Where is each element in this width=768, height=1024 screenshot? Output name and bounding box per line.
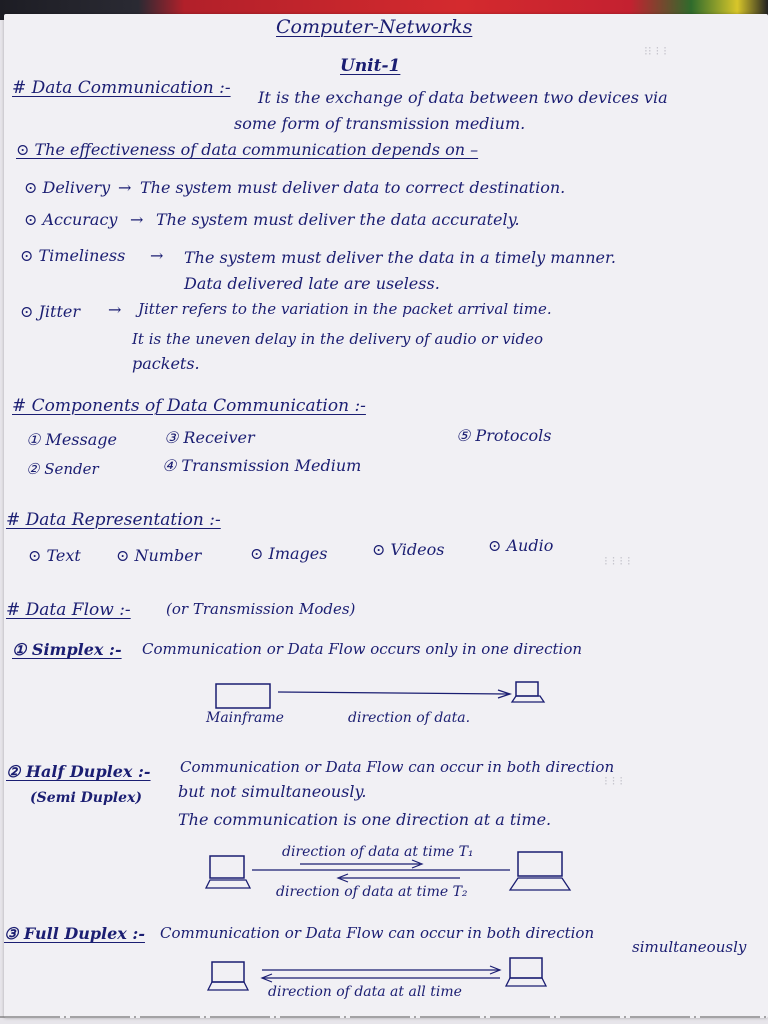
jitter-text-3: packets. [132, 354, 200, 373]
half-duplex-left-keyboard-icon [206, 880, 250, 888]
accuracy-text: The system must deliver the data accurately. [156, 210, 520, 229]
representation-number: ⊙ Number [116, 546, 202, 565]
half-duplex-desc3: The communication is one direction at a time. [178, 810, 552, 829]
full-duplex-left-monitor-icon [212, 962, 244, 982]
effectiveness-heading: ⊙ The effectiveness of data communication depends on – [16, 140, 479, 159]
page-bottom-rule [0, 1012, 768, 1022]
jitter-term: ⊙ Jitter [20, 302, 80, 321]
simplex-monitor-icon [516, 682, 538, 696]
accuracy-arrow: → [130, 210, 144, 229]
representation-videos: ⊙ Videos [372, 540, 445, 559]
jitter-text-2: It is the uneven delay in the delivery of audio or video [132, 330, 544, 348]
mainframe-label: Mainframe [206, 710, 284, 726]
data-communication-definition-line1: It is the exchange of data between two devices via [258, 88, 668, 107]
half-duplex-sub: (Semi Duplex) [30, 790, 142, 806]
jitter-arrow: → [108, 300, 122, 319]
data-flow-subheading: (or Transmission Modes) [166, 600, 356, 618]
delivery-term: ⊙ Delivery [24, 178, 111, 197]
accuracy-term: ⊙ Accuracy [24, 210, 118, 229]
simplex-direction-label: direction of data. [348, 710, 471, 726]
delivery-arrow: → [118, 178, 132, 197]
timeliness-text: The system must deliver the data in a timely manner. [184, 248, 616, 267]
simplex-line [278, 692, 508, 694]
data-flow-heading: # Data Flow :- [6, 600, 131, 620]
component-sender: ② Sender [26, 460, 99, 478]
data-communication-definition-line2: some form of transmission medium. [234, 114, 526, 133]
half-duplex-direction-t1: direction of data at time T₁ [282, 844, 474, 860]
component-protocols: ⑤ Protocols [456, 426, 552, 445]
data-communication-heading: # Data Communication :- [12, 78, 231, 98]
component-receiver: ③ Receiver [164, 428, 255, 447]
full-duplex-desc2: simultaneously [632, 938, 747, 956]
delivery-text: The system must deliver data to correct destination. [140, 178, 566, 197]
full-duplex-direction: direction of data at all time [268, 984, 462, 1000]
representation-heading: # Data Representation :- [6, 510, 221, 530]
simplex-description: Communication or Data Flow occurs only in one direction [142, 640, 583, 658]
half-duplex-right-monitor-icon [518, 852, 562, 876]
representation-images: ⊙ Images [250, 544, 328, 563]
simplex-keyboard-icon [512, 696, 544, 702]
timeliness-arrow: → [150, 246, 164, 265]
components-heading: # Components of Data Communication :- [12, 396, 366, 416]
half-duplex-direction-t2: direction of data at time T₂ [276, 884, 468, 900]
full-duplex-right-monitor-icon [510, 958, 542, 978]
representation-audio: ⊙ Audio [488, 536, 554, 555]
full-duplex-right-keyboard-icon [506, 978, 546, 986]
half-duplex-left-monitor-icon [210, 856, 244, 878]
unit-label: Unit-1 [340, 56, 401, 76]
half-duplex-desc2: but not simultaneously. [178, 782, 367, 801]
representation-text: ⊙ Text [28, 546, 81, 565]
timeliness-text-2: Data delivered late are useless. [184, 274, 440, 293]
half-duplex-right-keyboard-icon [510, 878, 570, 890]
page-title: Computer-Networks [276, 16, 473, 38]
jitter-text: Jitter refers to the variation in the packet arrival time. [138, 300, 552, 318]
component-message: ① Message [26, 430, 117, 449]
simplex-label: ① Simplex :- [12, 640, 122, 659]
timeliness-term: ⊙ Timeliness [20, 246, 126, 265]
mainframe-box [216, 684, 270, 708]
notebook-page: ⁝⁝ ⁝ ⁝ ⁝ ⁝ ⁝ ⁝ ⁝ ⁝ ⁝ [4, 14, 768, 1018]
full-duplex-label: ③ Full Duplex :- [4, 924, 145, 943]
full-duplex-left-keyboard-icon [208, 982, 248, 990]
half-duplex-desc1: Communication or Data Flow can occur in both direction [180, 758, 615, 776]
half-duplex-label: ② Half Duplex :- [6, 762, 151, 781]
full-duplex-desc1: Communication or Data Flow can occur in both direction [160, 924, 595, 942]
component-transmission-medium: ④ Transmission Medium [162, 456, 362, 475]
